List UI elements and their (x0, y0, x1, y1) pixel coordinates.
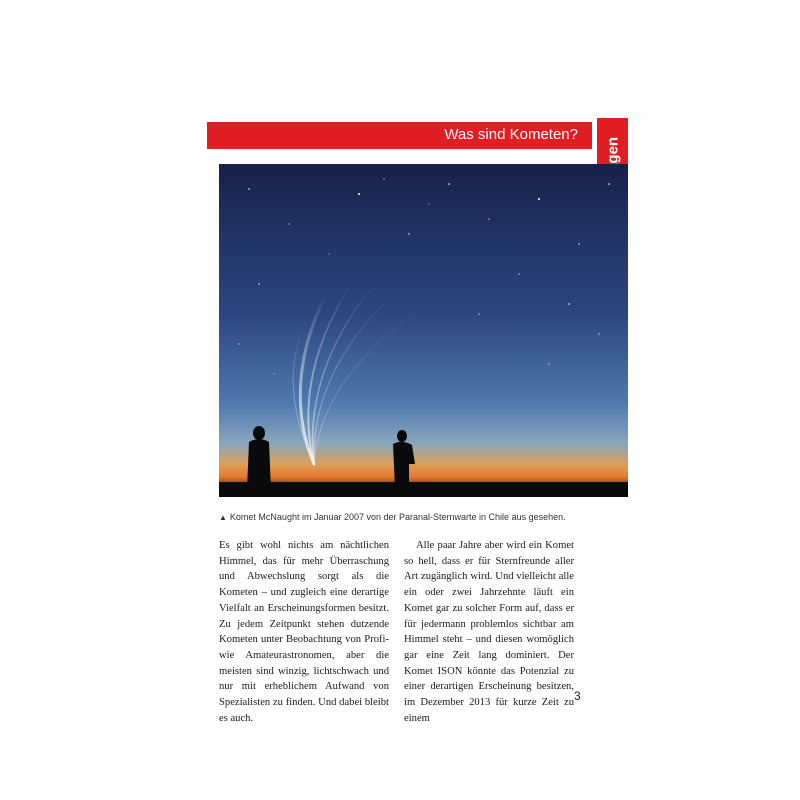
chapter-header-bar (207, 122, 592, 149)
page-number: 3 (574, 689, 581, 703)
body-column-left: Es gibt wohl nichts am nächtlichen Himmel, das für mehr Überraschung und Abwechslung sorgt als die Kometen – und zugleich eine derartige Vielfalt an Erscheinungsformen besitzt. Zu jedem Zeitpunkt stehen dutzende Kometen unter Beobachtung von Profi- wie Amateurastronomen, aber die meisten sind winzig, lichtschwach und nur mit erheblichem Aufwand von Spezialisten zu finden. Und dabei bleibt es auch. (219, 540, 389, 724)
figure-caption (219, 512, 628, 522)
caption-arrow-icon: ▲ (219, 513, 227, 522)
body-column-right: Alle paar Jahre aber wird ein Komet so hell, dass er für Sternfreunde aller Art zugänglich wird. Und vielleicht alle ein oder zwei Jahrzehnte läuft ein Komet gar zu solcher Form auf, dass er für jedermann problemlos sichtbar am Himmel steht – und diesen womöglich gar eine Zeit lang dominiert. Der Komet ISON könnte das Potenzial zu einer derartigen Erscheinung besitzen, im Dezember 2013 für kurze Zeit zu einem (404, 540, 574, 724)
chapter-title: Was sind Kometen? (444, 126, 578, 143)
comet-photo (219, 164, 628, 497)
caption-text: Komet McNaught im Januar 2007 von der Paranal-Sternwarte in Chile aus gesehen. (229, 512, 566, 522)
